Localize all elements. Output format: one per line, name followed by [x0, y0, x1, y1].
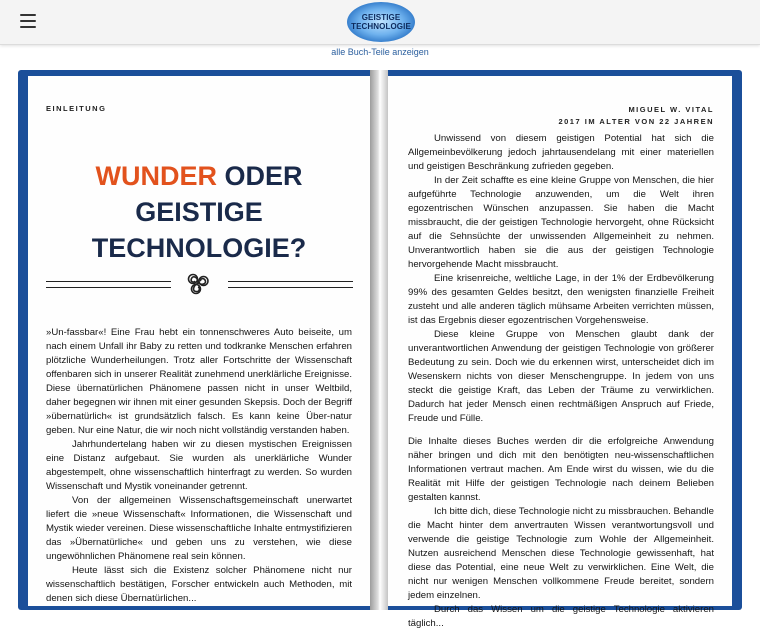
logo-line-2: TECHNOLOGIE — [351, 22, 411, 31]
title-line-technologie: TECHNOLOGIE? — [91, 233, 307, 263]
paragraph: In der Zeit schaffte es eine kleine Gruppe von Menschen, die hier aufgeführte Technologie anzuwenden, um die Welt ihren egozentrischen Wünschen anzupassen. Sie haben die Macht missbraucht, die der geistigen Technologie hervorgeht, ohne Rücksicht auf die Sehnsüchte der unwissenden Allgemeinheit zu nehmen. Unverantwortlich haben sie die aus der geistigen Technologie hervorgehende Macht missbraucht. — [408, 175, 714, 270]
author-note: 2017 IM ALTER VON 22 JAHREN — [558, 117, 714, 126]
title-line-geistige: GEISTIGE — [135, 197, 263, 227]
author-name: MIGUEL W. VITAL — [628, 105, 714, 114]
section-label: EINLEITUNG — [46, 104, 107, 113]
paragraph: Heute lässt sich die Existenz solcher Phänomene nicht nur wissenschaftlich bestätigen, Forscher entwickeln auch Methoden, mit denen sich diese Übernatürlichen... — [46, 565, 352, 604]
show-all-parts-link[interactable]: alle Buch-Teile anzeigen — [331, 47, 429, 57]
book-spine — [370, 70, 388, 610]
paragraph: Unwissend von diesem geistigen Potential hat sich die Allgemeinbevölkerung jedoch jahrtausendelang mit einer materiellen und geistigen Beschränkung zufrieden gegeben. — [408, 133, 714, 172]
hamburger-menu-icon[interactable] — [20, 14, 36, 28]
site-logo[interactable] — [347, 2, 415, 42]
paragraph: Von der allgemeinen Wissenschaftsgemeinschaft unerwartet liefert die »neue Wissenschaft« Informationen, die Wissenschaft und Mystik wieder vereinen. Diese wissenschaftliche Inhalte entmystifizieren das »Übernatürliche« und geben uns zu verstehen, wie diese ungewöhnlichen Phänomene real sein können. — [46, 495, 352, 562]
paragraph: Eine krisenreiche, weltliche Lage, in der 1% der Erdbevölkerung 99% des gesamten Geldes besitzt, den wenigsten finanzielle Freiheit zusteht und alle anderen täglich mühsame Arbeiten verrichten müssen, ist das Ergebnis dieser egozentrischen Vorgehensweise. — [408, 273, 714, 326]
paragraph: Die Inhalte dieses Buches werden dir die erfolgreiche Anwendung näher bringen und dich mit den benötigten neu-wissenschaftlichen Informationen vertraut machen. Am Ende wirst du wissen, wie du die Realität mit Hilfe der geistigen Technologie nach deinem Belieben gestalten kannst. — [408, 436, 714, 503]
top-bar — [0, 0, 760, 45]
paragraph: Diese kleine Gruppe von Menschen glaubt dank der unverantwortlichen Anwendung der geistigen Technologie von größerer Bedeutung zu sein. Doch wie du erkennen wirst, unterscheidet dich im Wesenskern nichts von dieser Menschengruppe. In jedem von uns steckt die geistige Kraft, das Leben der Träume zu verwirklichen. Dadurch hat jeder Mensch einen rechtmäßigen Anspruch auf Friede, Freude und Fülle. — [408, 329, 714, 424]
left-page — [28, 76, 370, 606]
ornament-rule-left — [46, 281, 171, 288]
chapter-title — [28, 158, 370, 266]
paragraph: Ich bitte dich, diese Technologie nicht zu missbrauchen. Behandle die Macht hinter dem anvertrauten Wissen verantwortungsvoll und verwende die geistige Technologie zum Wohle der Allgemeinheit. Nutzen ausreichend Menschen diese Technologie gewissenhaft, hat diese das Potential, eine neue Welt zu verwirklichen. Eine Welt, die nicht nur wenigen Menschen vollkommene Freude bereitet, sondern jedem einzelnen. — [408, 506, 714, 601]
title-word-wunder: WUNDER — [95, 161, 217, 191]
ornament-rule-right — [228, 281, 353, 288]
logo-line-1: GEISTIGE — [361, 13, 401, 22]
paragraph: Jahrhundertelang haben wir zu diesen mystischen Ereignissen eine Distanz aufgebaut. Sie wurden als unerklärliche Wunder abgestempelt, ohne wissenschaftlich hinterfragt zu werden. So wurden Wissenschaft und Mystik voneinander getrennt. — [46, 439, 352, 492]
paragraph: »Un-fassbar«! Eine Frau hebt ein tonnenschweres Auto beiseite, um nach einem Unfall ihr Baby zu retten und todkranke Menschen erfahren plötzliche Wunderheilungen. Trotz aller Fortschritte der Wissenschaft offenbaren sich in unserer Realität zunehmend unerklärliche Ereignisse. Diese übernatürlichen Phänomene passen nicht in unser Weltbild, daher begegnen wir ihnen mit einer gesunden Skepsis. Doch der Begriff »übernatürlich« ist grundsätzlich falsch. Es kann keine Über-natur geben. Nur eine Natur, die wir noch nicht vollständig verstanden haben. — [46, 327, 352, 436]
triskele-icon — [185, 271, 211, 295]
right-page-text — [408, 132, 714, 631]
paragraph: Durch das Wissen um die geistige Technologie aktivieren täglich... — [408, 604, 714, 629]
title-word-oder: ODER — [224, 161, 303, 191]
right-page — [388, 76, 732, 629]
intro-text — [46, 326, 352, 606]
author-block — [558, 104, 714, 128]
